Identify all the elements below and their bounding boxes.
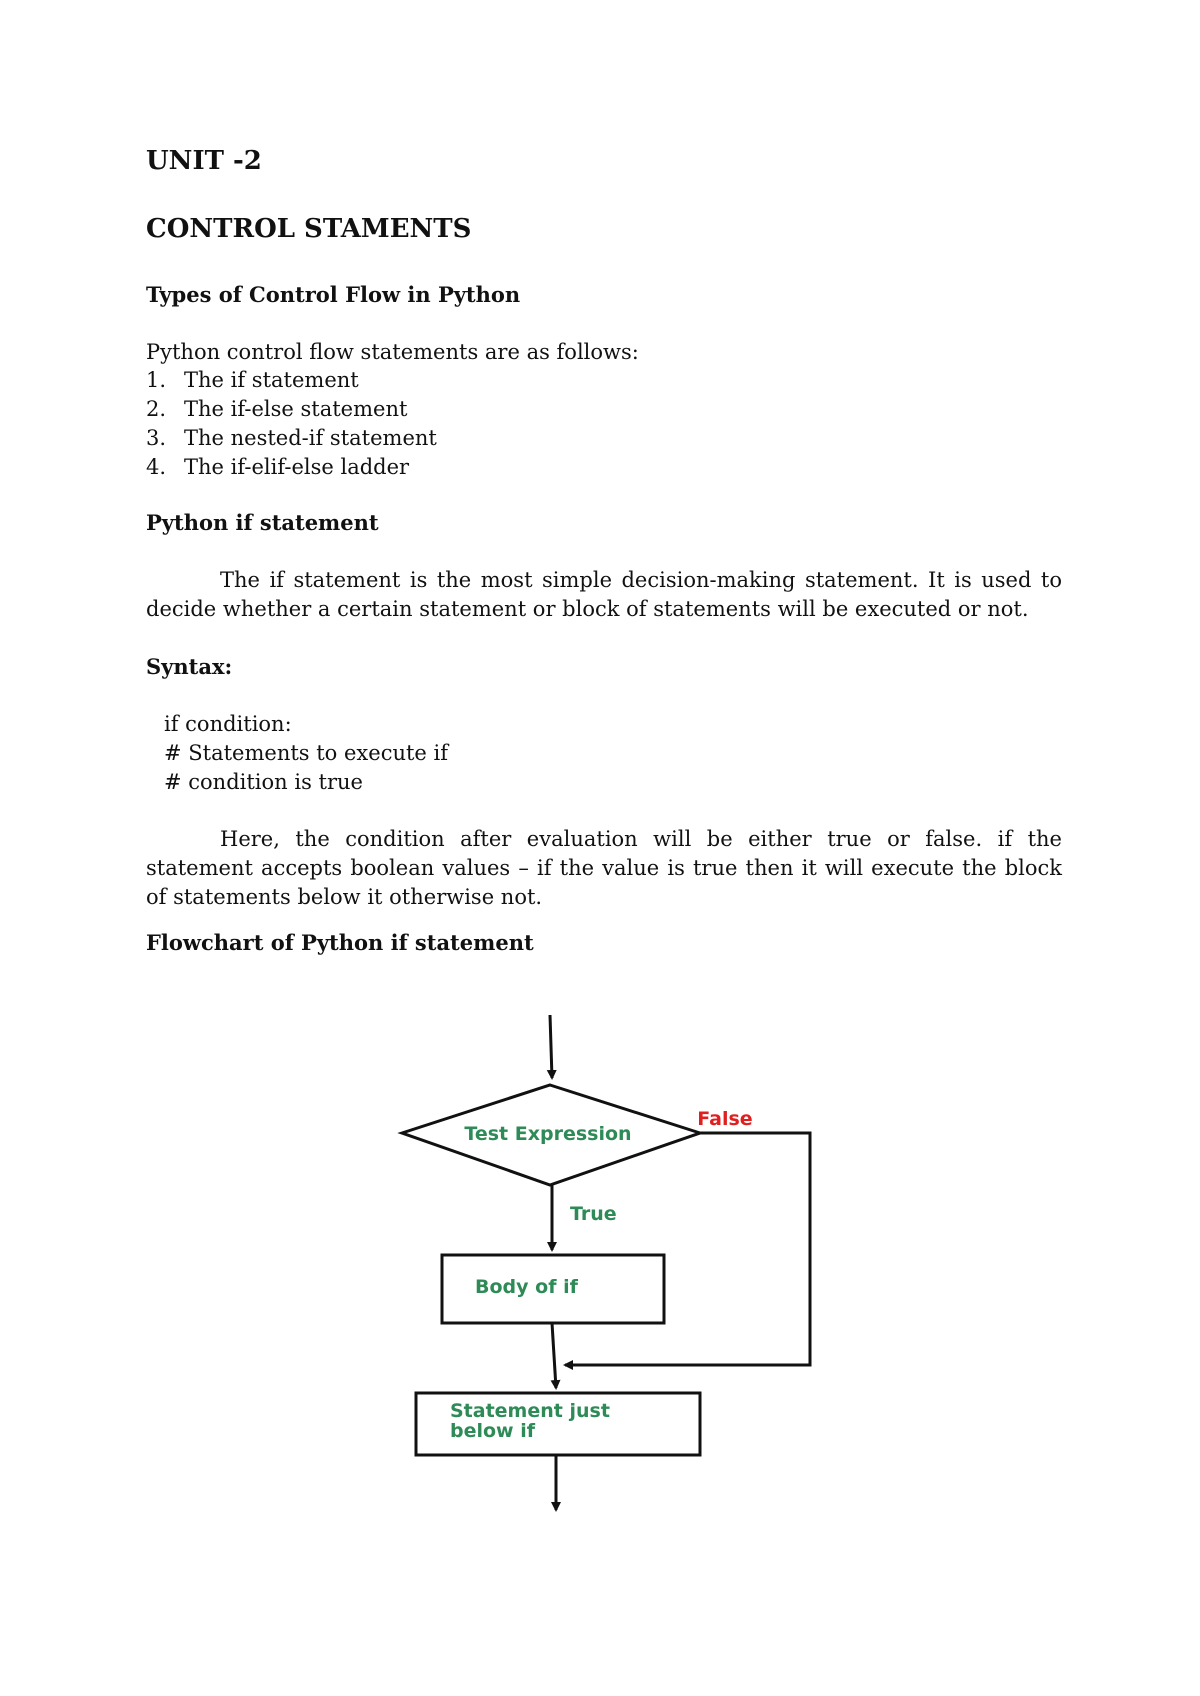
list-text: The nested-if statement	[184, 426, 437, 450]
types-heading: Types of Control Flow in Python	[146, 282, 521, 307]
syntax-block	[164, 710, 448, 797]
list-text: The if-else statement	[184, 397, 408, 421]
entry-arrow	[550, 1015, 552, 1078]
if-statement-heading: Python if statement	[146, 510, 379, 535]
true-label: True	[570, 1203, 617, 1225]
false-label: False	[697, 1108, 753, 1130]
list-number: 2.	[146, 397, 167, 421]
next-statement-label-line2: below if	[450, 1420, 535, 1442]
intro-text: Python control flow statements are as follows:	[146, 340, 639, 364]
explanation-text: Here, the condition after evaluation will be either true or false. if the statement accepts boolean values – if the value is true then it will execute the block of statements below it otherwise not.	[146, 827, 1062, 909]
decision-label: Test Expression	[464, 1123, 632, 1145]
chapter-title: CONTROL STAMENTS	[146, 214, 472, 244]
body-label: Body of if	[475, 1276, 578, 1298]
list-text: The if-elif-else ladder	[184, 455, 410, 479]
body-to-next-arrow	[552, 1323, 556, 1388]
list-text: The if statement	[184, 368, 359, 392]
unit-title: UNIT -2	[146, 146, 262, 176]
flowchart-heading: Flowchart of Python if statement	[146, 930, 534, 955]
list-item	[146, 453, 437, 482]
if-flowchart	[380, 1010, 840, 1520]
list-number: 3.	[146, 426, 167, 450]
if-description: The if statement is the most simple decision-making statement. It is used to decide whether a certain statement or block of statements will be executed or not.	[146, 568, 1062, 621]
list-number: 4.	[146, 455, 167, 479]
syntax-line: # Statements to execute if	[164, 741, 449, 765]
list-number: 1.	[146, 368, 167, 392]
syntax-line: if condition:	[164, 712, 292, 736]
syntax-heading: Syntax:	[146, 654, 233, 679]
list-item	[146, 424, 437, 453]
control-flow-list	[146, 366, 437, 482]
list-item	[146, 395, 437, 424]
syntax-line: # condition is true	[164, 770, 363, 794]
list-item	[146, 366, 437, 395]
next-statement-label-line1: Statement just	[450, 1400, 610, 1422]
